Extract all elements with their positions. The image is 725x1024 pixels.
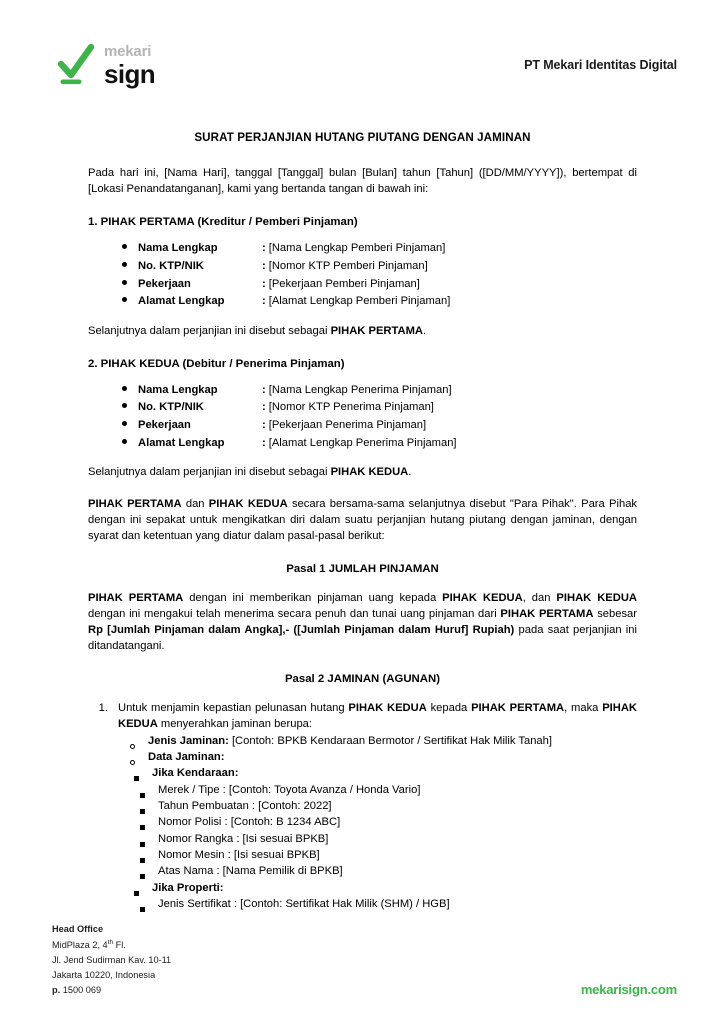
field-label: No. KTP/NIK <box>138 260 204 273</box>
party-one-field-row <box>122 293 637 310</box>
footer-address-line-3: Jakarta 10220, Indonesia <box>52 970 156 981</box>
pasal1-text-5: pada saat perjanjian ini ditandatangani. <box>88 623 637 652</box>
pasal-1-body <box>88 591 637 655</box>
field-value-text: [Pekerjaan Penerima Pinjaman] <box>268 419 427 432</box>
clause-bold-1: PIHAK KEDUA <box>348 701 427 714</box>
list-item <box>140 863 637 879</box>
party-two-footnote <box>88 465 637 481</box>
field-value-text: [Alamat Lengkap Penerima Pinjaman] <box>268 436 457 449</box>
bullet-dot-icon <box>122 420 138 429</box>
collateral-type-label: Jenis Jaminan: <box>148 734 229 747</box>
list-item <box>140 814 637 830</box>
footer-website-link[interactable]: mekarisign.com <box>580 982 677 997</box>
bullet-dot-icon <box>122 296 138 305</box>
parties-bold-first: PIHAK PERTAMA <box>88 498 182 511</box>
property-entries <box>88 896 637 912</box>
field-label: No. KTP/NIK <box>138 401 204 414</box>
vehicle-entry-text: Merek / Tipe : [Contoh: Toyota Avanza / Honda Vario] <box>158 783 421 796</box>
bullet-dot-icon <box>122 261 138 270</box>
field-label: Pekerjaan <box>138 277 191 290</box>
vehicle-entry-text: Nomor Polisi : [Contoh: B 1234 ABC] <box>158 816 341 829</box>
pasal1-text-4: sebesar <box>593 607 637 620</box>
header-company-name: PT Mekari Identitas Digital <box>524 58 677 72</box>
field-value: : [Nomor KTP Pemberi Pinjaman] <box>262 260 428 273</box>
parties-bold-second: PIHAK KEDUA <box>208 498 288 511</box>
address-line1-superscript: th <box>107 939 114 947</box>
collateral-data-item <box>130 749 637 765</box>
parties-text-1: dan <box>181 498 209 511</box>
circle-bullet-icon <box>130 733 148 749</box>
clause-text-2: kepada <box>426 701 472 714</box>
collateral-data-label: Data Jaminan: <box>148 750 225 763</box>
vehicle-entries <box>88 782 637 880</box>
pasal1-text-1: dengan ini memberikan pinjaman uang kepada <box>183 591 443 604</box>
field-value-text: [Alamat Lengkap Pemberi Pinjaman] <box>268 295 451 308</box>
address-line1-post: Fl. <box>113 940 126 951</box>
field-label: Nama Lengkap <box>138 383 218 396</box>
bullet-dot-icon <box>122 438 138 447</box>
list-item <box>140 798 637 814</box>
pasal1-bold-4: PIHAK PERTAMA <box>500 607 594 620</box>
field-value: : [Pekerjaan Penerima Pinjaman] <box>262 419 427 432</box>
vehicle-entry-text: Nomor Mesin : [Isi sesuai BPKB] <box>158 849 320 862</box>
vehicle-entry-text: Atas Nama : [Nama Pemilik di BPKB] <box>158 865 343 878</box>
square-bullet-icon <box>140 782 158 798</box>
vehicle-label-text: Jika Kendaraan: <box>152 767 239 780</box>
field-value: : [Nomor KTP Penerima Pinjaman] <box>262 401 434 414</box>
footer-address-block <box>52 922 171 998</box>
bullet-dot-icon <box>122 385 138 394</box>
collateral-type-item <box>130 733 637 749</box>
pasal-2-heading: Pasal 2 JAMINAN (AGUNAN) <box>284 672 441 685</box>
field-value-text: [Nomor KTP Penerima Pinjaman] <box>268 401 434 414</box>
party-one-field-row <box>122 258 637 275</box>
footnote-end: . <box>422 324 427 337</box>
square-bullet-icon <box>134 880 152 896</box>
party-two-field-row <box>122 382 637 399</box>
party-two-field-row <box>122 399 637 416</box>
square-bullet-icon <box>140 831 158 847</box>
field-label: Alamat Lengkap <box>138 295 225 308</box>
field-value: : [Pekerjaan Pemberi Pinjaman] <box>262 277 420 290</box>
property-label-text: Jika Properti: <box>152 881 224 894</box>
footer-office-title: Head Office <box>52 924 104 935</box>
footer-address-line-1 <box>52 938 171 953</box>
document-title: SURAT PERJANJIAN HUTANG PIUTANG DENGAN JAMINAN <box>194 131 531 144</box>
clause-body <box>118 701 637 733</box>
party-one-footnote <box>88 324 637 340</box>
pasal1-bold-1: PIHAK PERTAMA <box>88 591 184 604</box>
collateral-sublist <box>88 733 637 766</box>
mekari-sign-logo <box>58 44 155 87</box>
list-item <box>140 782 637 798</box>
logo-text-mekari: mekari <box>104 42 152 60</box>
clause-number: 1. <box>98 701 108 714</box>
address-line1-pre: MidPlaza 2, 4 <box>52 940 108 951</box>
list-item <box>140 896 637 912</box>
pasal-2-clause-list <box>88 701 637 733</box>
field-value: : [Nama Lengkap Penerima Pinjaman] <box>262 383 452 396</box>
clause-text-4: menyerahkan jaminan berupa: <box>157 717 313 730</box>
collateral-type-value: [Contoh: BPKB Kendaraan Bermotor / Sertifikat Hak Milik Tanah] <box>228 734 552 747</box>
party-one-field-row <box>122 240 637 257</box>
party-two-field-row <box>122 435 637 452</box>
square-bullet-icon <box>140 896 158 912</box>
footnote-bold: PIHAK KEDUA <box>330 466 409 479</box>
vehicle-entry-text: Tahun Pembuatan : [Contoh: 2022] <box>158 799 332 812</box>
field-value-text: [Pekerjaan Pemberi Pinjaman] <box>268 277 420 290</box>
opening-paragraph: Pada hari ini, [Nama Hari], tanggal [Tanggal] bulan [Bulan] tahun [Tahun] ([DD/MM/YYYY]), bertempat di [Lokasi Penandatanganan], kami yang bertanda tangan di bawah ini: <box>88 167 637 196</box>
field-value-text: [Nama Lengkap Penerima Pinjaman] <box>268 383 452 396</box>
collateral-type-text <box>148 733 637 749</box>
property-group-header <box>134 880 637 896</box>
party-two-heading: 2. PIHAK KEDUA (Debitur / Penerima Pinjaman) <box>88 357 345 370</box>
footnote-end: . <box>408 466 412 479</box>
footer-phone <box>52 983 171 998</box>
clause-text <box>118 701 637 733</box>
circle-bullet-icon <box>130 749 148 765</box>
square-bullet-icon <box>134 765 152 781</box>
document-body <box>88 130 637 912</box>
clause-bold-3: PIHAK KEDUA <box>118 701 637 730</box>
bullet-dot-icon <box>122 243 138 252</box>
field-value-text: [Nomor KTP Pemberi Pinjaman] <box>268 260 428 273</box>
field-value: : [Alamat Lengkap Penerima Pinjaman] <box>262 436 457 449</box>
clause-bold-2: PIHAK PERTAMA <box>471 701 565 714</box>
pasal1-text-3: dengan ini mengakui telah menerima secara penuh dan tunai uang pinjaman dari <box>88 607 501 620</box>
logo-text-sign: sign <box>104 58 156 89</box>
square-bullet-icon <box>140 863 158 879</box>
square-bullet-icon <box>140 814 158 830</box>
list-item <box>140 847 637 863</box>
party-one-field-row <box>122 276 637 293</box>
phone-prefix-icon: p. <box>52 985 61 996</box>
property-group-label <box>152 880 637 896</box>
green-checkmark-icon <box>58 44 94 86</box>
page-footer <box>52 922 677 998</box>
footnote-text: Selanjutnya dalam perjanjian ini disebut sebagai <box>88 324 331 337</box>
party-two-fields <box>88 382 637 451</box>
clause-text-1: Untuk menjamin kepastian pelunasan hutang <box>118 701 349 714</box>
field-label: Pekerjaan <box>138 419 191 432</box>
phone-number-text: 1500 069 <box>62 985 102 996</box>
bullet-dot-icon <box>122 279 138 288</box>
vehicle-group-header <box>134 765 637 781</box>
vehicle-group-label <box>152 765 637 781</box>
field-value: : [Nama Lengkap Pemberi Pinjaman] <box>262 242 446 255</box>
pasal-1-heading: Pasal 1 JUMLAH PINJAMAN <box>286 562 439 575</box>
clause-item <box>88 701 637 733</box>
page-header <box>0 34 725 96</box>
pasal1-loan-amount: Rp [Jumlah Pinjaman dalam Angka],- ([Jumlah Pinjaman dalam Huruf] Rupiah) <box>88 623 515 636</box>
field-value: : [Alamat Lengkap Pemberi Pinjaman] <box>262 295 451 308</box>
footer-address-line-2: Jl. Jend Sudirman Kav. 10-11 <box>52 955 172 966</box>
square-bullet-icon <box>140 847 158 863</box>
pasal1-bold-3: PIHAK KEDUA <box>556 591 637 604</box>
footnote-text: Selanjutnya dalam perjanjian ini disebut sebagai <box>88 466 331 479</box>
vehicle-entry-text: Nomor Rangka : [Isi sesuai BPKB] <box>158 832 329 845</box>
property-group <box>88 880 637 896</box>
parties-text-2: secara bersama-sama selanjutnya disebut "Para Pihak". Para Pihak dengan ini sepakat untuk mengikatkan diri dalam suatu perjanjian hutang piutang dengan jaminan, dengan syarat dan ketentuan yang diatur dalam pasal-pasal berikut: <box>88 498 638 542</box>
clause-text-3: , maka <box>564 701 603 714</box>
footnote-bold: PIHAK PERTAMA <box>330 324 423 337</box>
vehicle-group <box>88 765 637 781</box>
field-label: Nama Lengkap <box>138 242 218 255</box>
party-two-field-row <box>122 417 637 434</box>
parties-paragraph <box>88 497 637 545</box>
pasal1-text-2: , dan <box>522 591 557 604</box>
property-entry-text: Jenis Sertifikat : [Contoh: Sertifikat Hak Milik (SHM) / HGB] <box>158 898 450 911</box>
collateral-data-text <box>148 749 637 765</box>
bullet-dot-icon <box>122 402 138 411</box>
party-one-fields <box>88 240 637 309</box>
logo-wordmark <box>104 44 155 87</box>
pasal1-bold-2: PIHAK KEDUA <box>442 591 523 604</box>
square-bullet-icon <box>140 798 158 814</box>
field-value-text: [Nama Lengkap Pemberi Pinjaman] <box>268 242 446 255</box>
party-one-heading: 1. PIHAK PERTAMA (Kreditur / Pemberi Pinjaman) <box>88 216 358 229</box>
list-item <box>140 831 637 847</box>
field-label: Alamat Lengkap <box>138 436 225 449</box>
